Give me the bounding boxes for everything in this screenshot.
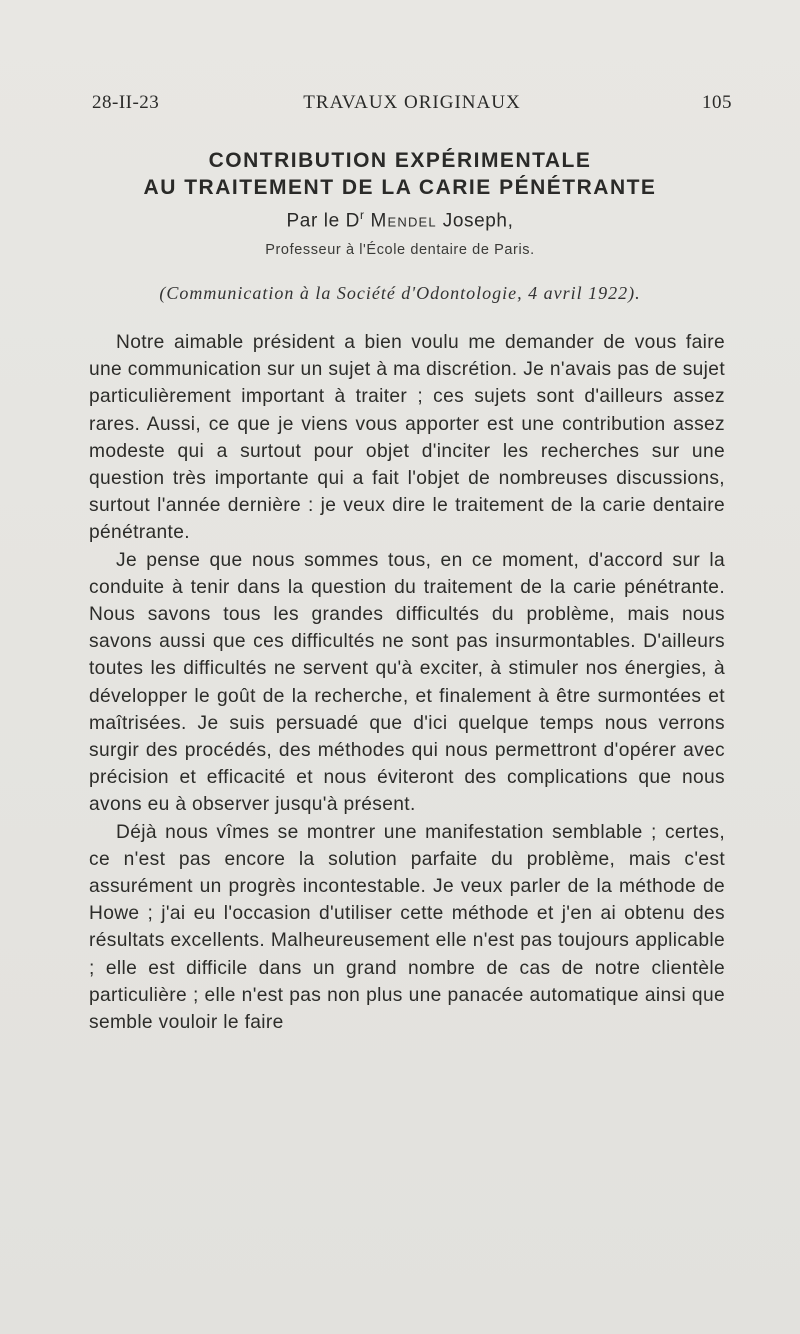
running-head-date: 28-II-23 [92, 92, 160, 113]
page-number: 105 [702, 92, 732, 113]
running-head [92, 92, 732, 122]
author-title-superscript: r [359, 208, 365, 222]
article-title-line-2: AU TRAITEMENT DE LA CARIE PÉNÉTRANTE [143, 176, 657, 199]
article-title-line-1: CONTRIBUTION EXPÉRIMENTALE [208, 149, 592, 172]
running-head-section: TRAVAUX ORIGINAUX [303, 92, 521, 113]
article-body [89, 329, 725, 1036]
author-given-name: Joseph, [442, 210, 514, 232]
communication-note: (Communication à la Société d'Odontologie, 4 avril 1922). [159, 283, 641, 303]
paragraph-3: Déjà nous vîmes se montrer une manifestation semblable ; certes, ce n'est pas encore la solution parfaite du problème, mais c'est assurément un progrès incontestable. Je veux parler de la méthode de Howe ; j'ai eu l'occasion d'utiliser cette méthode et j'en ai obtenu des résultats excellents. Malheureusement elle n'est pas toujours applicable ; elle est difficile dans un grand nombre de cas de notre clientèle particulière ; elle n'est pas non plus une panacée automatique ainsi que semble vouloir le faire [89, 821, 725, 1034]
author-line [60, 208, 740, 232]
paragraph-1: Notre aimable président a bien voulu me demander de vous faire une communication sur un sujet à ma discrétion. Je n'avais pas de sujet particulièrement important à traiter ; ces sujets sont d'ailleurs assez rares. Aussi, ce que je viens vous apporter est une contribution assez modeste qui a surtout pour objet d'inciter les recherches sur une question très importante qui a fait l'objet de nombreuses discussions, surtout l'année dernière : je veux dire le traitement de la carie dentaire pénétrante. [89, 332, 725, 544]
paragraph-2: Je pense que nous sommes tous, en ce moment, d'accord sur la conduite à tenir dans la question du traitement de la carie pénétrante. Nous savons tous les grandes difficultés du problème, mais nous savons aussi que ces difficultés ne sont pas insurmontables. D'ailleurs toutes les difficultés ne servent qu'à exciter, à stimuler nos énergies, à développer le goût de la recherche, et finalement à être surmontées et maîtrisées. Je suis persuadé que d'ici quelque temps nous verrons surgir des procédés, des méthodes qui nous permettront d'opérer avec précision et efficacité et nous éviteront des complications que nous avons eu à observer jusqu'à présent. [89, 549, 725, 816]
author-prefix: Par le D [286, 210, 360, 232]
author-surname: Mendel [370, 210, 437, 232]
author-affiliation: Professeur à l'École dentaire de Paris. [265, 242, 535, 258]
